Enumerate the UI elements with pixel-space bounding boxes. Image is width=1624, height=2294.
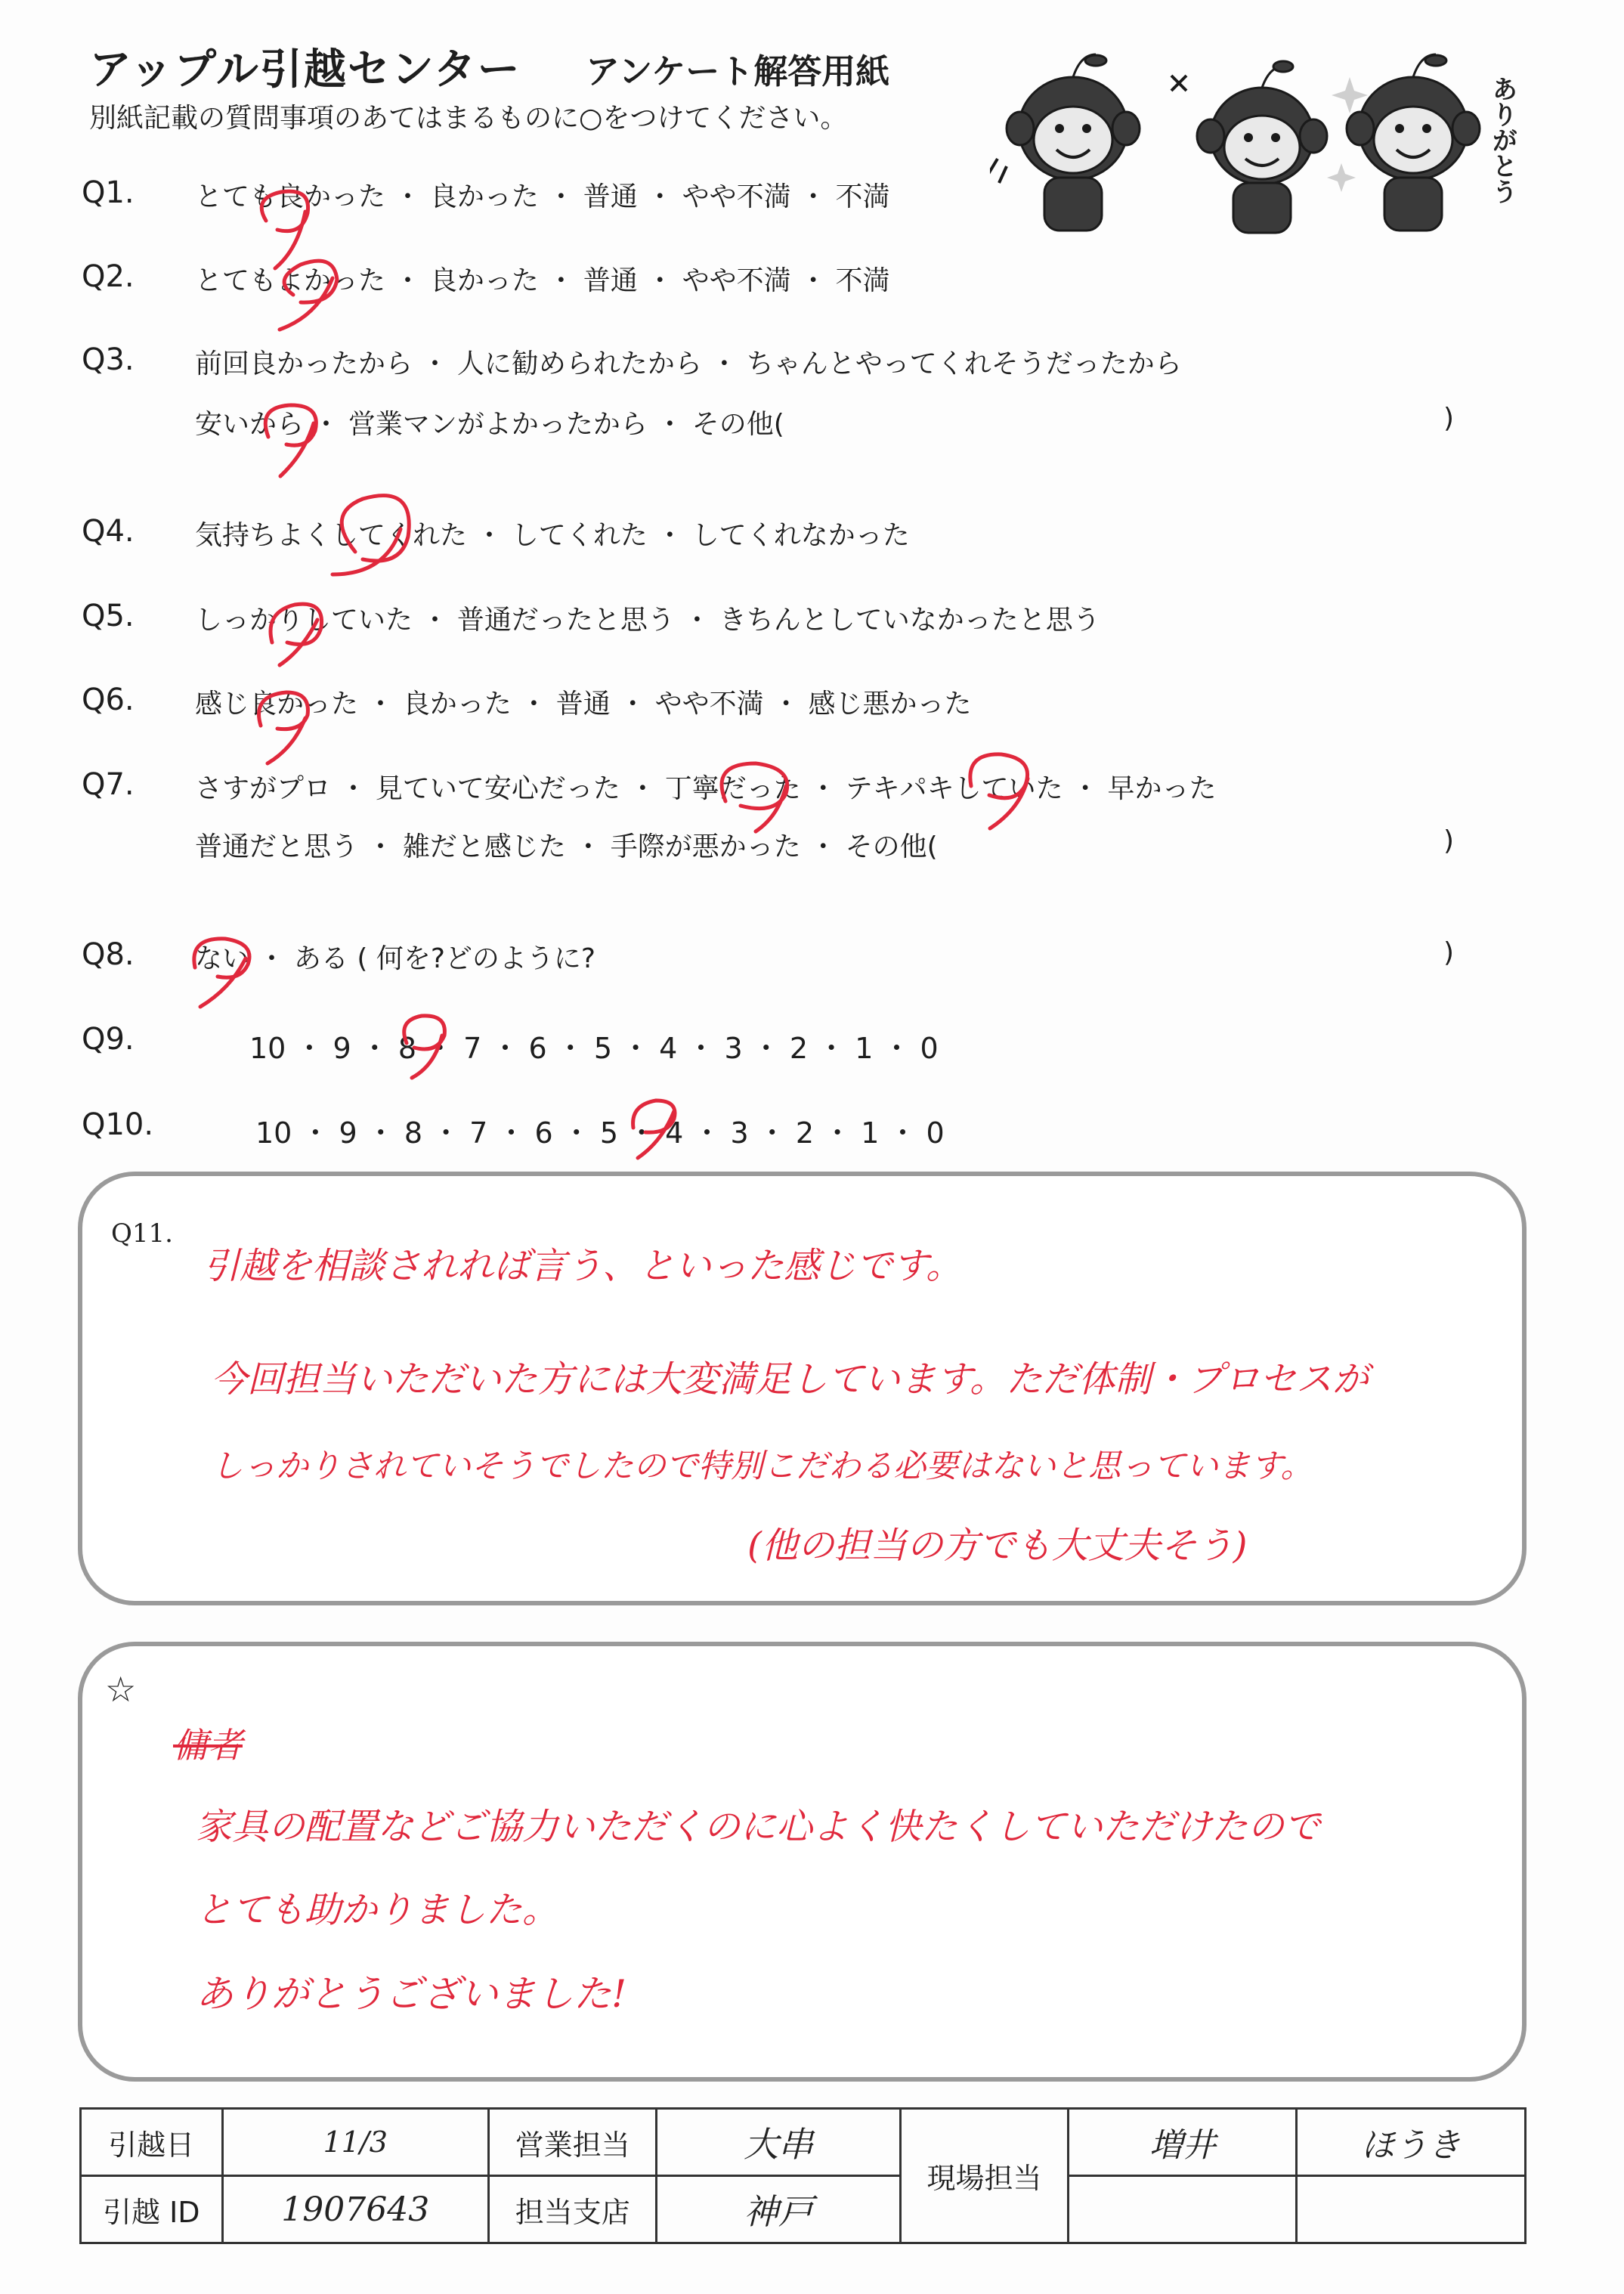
question-options[interactable]: 前回良かったから ・ 人に勧められたから ・ ちゃんとやってくれそうだったから — [195, 348, 1182, 379]
answer-mark-q9 — [404, 1016, 445, 1078]
move-info-table — [79, 2107, 1527, 2244]
star-icon: ☆ — [105, 1669, 137, 1710]
answer-mark-q7b — [970, 754, 1028, 828]
answer-mark-q7a — [722, 763, 787, 831]
move-date-label: 引越日 — [81, 2109, 223, 2176]
question-options-line2[interactable]: 安いから ・ 営業マンがよかったから ・ その他( — [195, 409, 784, 440]
question-label: Q3. — [82, 342, 135, 377]
answer-mark-q3 — [265, 405, 316, 476]
move-id-label: 引越 ID — [81, 2176, 223, 2243]
selected-marks — [194, 191, 1028, 1158]
question-options[interactable]: しっかりしていた ・ 普通だったと思う ・ きちんとしていなかったと思う — [195, 605, 1100, 636]
question-label: Q5. — [82, 599, 135, 633]
answer-mark-q4 — [333, 496, 409, 574]
answer-mark-q1 — [261, 191, 308, 268]
other-close-paren: ) — [1443, 825, 1455, 856]
star-comment-line: 家具の配置などご協力いただくのに心よく快たくしていただけたので — [196, 1806, 1321, 1848]
thanks-text: ありがとう — [1487, 76, 1517, 204]
star-comment-box — [78, 1642, 1527, 2082]
question-options[interactable]: 気持ちよくしてくれた ・ してくれた ・ してくれなかった — [195, 520, 910, 551]
sales-label: 営業担当 — [489, 2109, 657, 2176]
site-value-1: 増井 — [1069, 2109, 1297, 2176]
branch-label: 担当支店 — [489, 2176, 657, 2243]
question-options[interactable]: さすがプロ ・ 見ていて安心だった ・ 丁寧だった ・ テキパキしていた ・ 早かった — [195, 773, 1217, 804]
site-value-empty — [1069, 2176, 1297, 2243]
form-subtitle: アンケート解答用紙 — [586, 51, 890, 91]
star-comment-line: とても助かりました。 — [196, 1889, 559, 1931]
answer-mark-q2 — [280, 261, 337, 330]
rating-scale[interactable]: 10 ・ 9 ・ 8 ・ 7 ・ 6 ・ 5 ・ 4 ・ 3 ・ 2 ・ 1 ・ 0 — [249, 1032, 939, 1065]
question-options[interactable]: とても良かった ・ 良かった ・ 普通 ・ やや不満 ・ 不満 — [195, 181, 890, 212]
question-label: Q8. — [82, 937, 135, 972]
instruction-text: 別紙記載の質問事項のあてはまるものに○をつけてください。 — [89, 103, 848, 134]
question-options[interactable]: ない ・ ある ( 何を?どのように? — [195, 943, 596, 974]
question-label: Q10. — [82, 1107, 154, 1142]
star-comment-line: ありがとうございました! — [196, 1972, 627, 2016]
answer-mark-q6 — [259, 692, 308, 763]
answer-mark-q8 — [194, 939, 249, 1007]
move-date-value: 11/3 — [222, 2109, 489, 2176]
site-value-2: ほうき — [1297, 2109, 1526, 2176]
branch-value: 神戸 — [657, 2176, 900, 2243]
question-label: Q6. — [82, 683, 135, 717]
q11-comment-line: (他の担当の方でも大丈夫そう) — [747, 1525, 1248, 1567]
q11-comment-line: 引越を相談されれば言う、といった感じです。 — [203, 1245, 963, 1287]
site-value-empty — [1297, 2176, 1526, 2243]
rating-scale[interactable]: 10 ・ 9 ・ 8 ・ 7 ・ 6 ・ 5 ・ 4 ・ 3 ・ 2 ・ 1 ・ 0 — [255, 1116, 945, 1150]
star-heading: 傭者 — [173, 1725, 243, 1766]
q11-comment-line: しっかりされていそうでしたので特別こだわる必要はないと思っています。 — [211, 1447, 1313, 1485]
move-id-value: 1907643 — [222, 2176, 489, 2243]
site-label: 現場担当 — [900, 2109, 1068, 2243]
question-label: Q4. — [82, 514, 135, 549]
other-close-paren: ) — [1443, 403, 1455, 434]
question-options[interactable]: 感じ良かった ・ 良かった ・ 普通 ・ やや不満 ・ 感じ悪かった — [195, 689, 972, 720]
question-options[interactable]: とてもよかった ・ 良かった ・ 普通 ・ やや不満 ・ 不満 — [195, 265, 890, 296]
q11-comment-line: 今回担当いただいた方には大変満足しています。ただ体制・プロセスが — [211, 1358, 1369, 1401]
answer-mark-q10 — [633, 1101, 675, 1158]
question-label: Q9. — [82, 1022, 135, 1057]
q11-comment-box — [78, 1172, 1527, 1605]
question-label: Q1. — [82, 175, 135, 210]
sales-value: 大串 — [657, 2109, 900, 2176]
question-label: Q2. — [82, 259, 135, 294]
q11-label: Q11. — [111, 1218, 173, 1249]
answer-mark-q5 — [271, 604, 322, 665]
other-close-paren: ) — [1443, 937, 1455, 968]
question-options-line2[interactable]: 普通だと思う ・ 雑だと感じた ・ 手際が悪かった ・ その他( — [195, 831, 938, 862]
company-title: アップル引越センター — [89, 45, 521, 94]
question-label: Q7. — [82, 767, 135, 802]
